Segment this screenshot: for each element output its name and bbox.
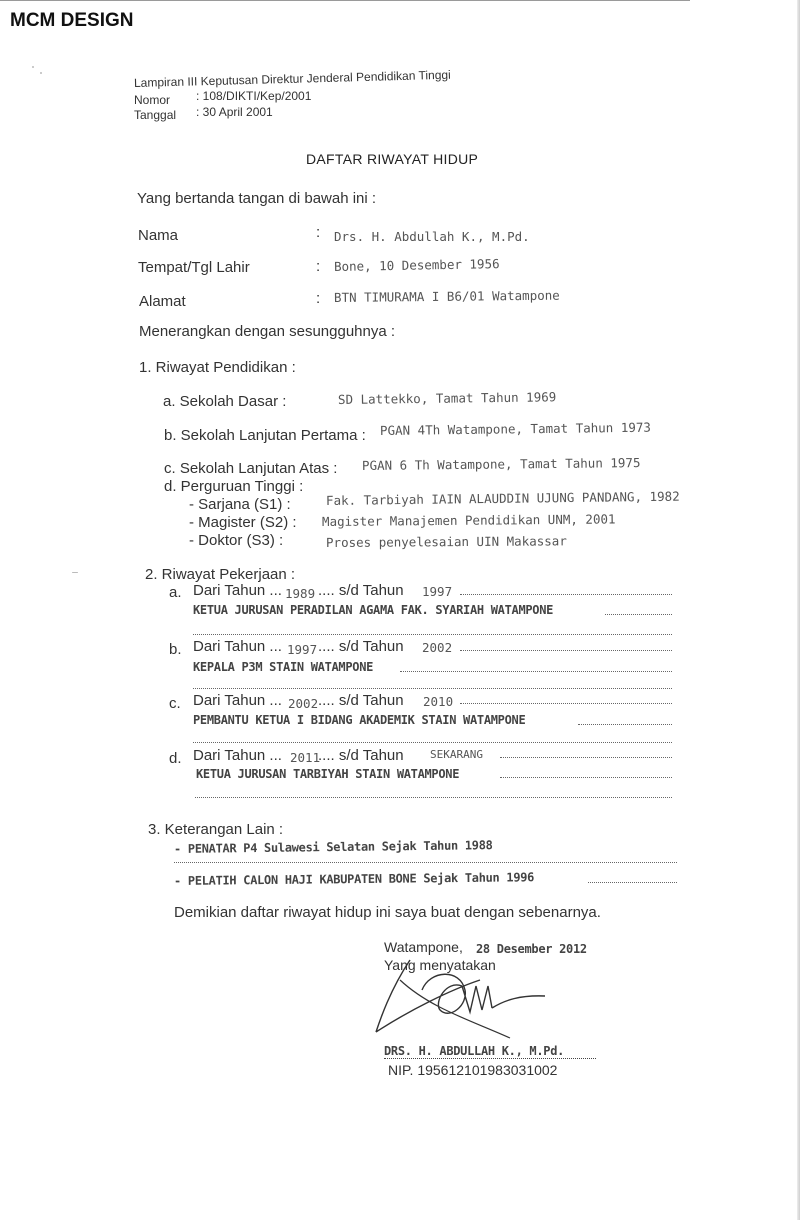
dotted-line [195,797,672,798]
nama-label: Nama [138,227,179,244]
job-description: KETUA JURUSAN TARBIYAH STAIN WATAMPONE [196,767,460,781]
from-year: 1997 [287,642,318,657]
job-description: KETUA JURUSAN PERADILAN AGAMA FAK. SYARIAH WATAMPONE [193,603,554,617]
dotted-line [588,882,677,883]
to-label: .... s/d Tahun [318,638,404,655]
pt-label: d. Perguruan Tinggi : [164,478,304,495]
item-letter: d. [169,750,182,767]
menerangkan-text: Menerangkan dengan sesungguhnya : [139,323,396,340]
intro-text: Yang bertanda tangan di bawah ini : [137,190,377,207]
closing-statement: Demikian daftar riwayat hidup ini saya buat dengan sebenarnya. [174,904,601,921]
ttl-label: Tempat/Tgl Lahir [138,259,250,276]
signatory-nip: NIP. 195612101983031002 [388,1062,558,1078]
header-nomor-value: : 108/DIKTI/Kep/2001 [196,89,312,103]
ttl-colon: : [316,258,321,275]
alamat-label: Alamat [139,293,186,310]
signatory-name: DRS. H. ABDULLAH K., M.Pd. [384,1044,565,1058]
signature-underline [384,1058,596,1059]
s1-value: Fak. Tarbiyah IAIN ALAUDDIN UJUNG PANDANG, 1982 [325,488,680,508]
sltp-label: b. Sekolah Lanjutan Pertama : [164,427,366,444]
ttl-value: Bone, 10 Desember 1956 [333,256,500,274]
signature-place: Watampone, [384,939,463,955]
pekerjaan-heading: 2. Riwayat Pekerjaan : [145,566,296,583]
header-tanggal-value: : 30 April 2001 [196,105,273,119]
keterangan-line-2: - PELATIH CALON HAJI KABUPATEN BONE Sejak Tahun 1996 [173,870,535,888]
header-nomor-label: Nomor [134,93,171,107]
nama-value: Drs. H. Abdullah K., M.Pd. [334,229,530,244]
s1-label: - Sarjana (S1) : [189,496,291,513]
scan-top-border [0,0,690,1]
s3-value: Proses penyelesaian UIN Makassar [325,533,567,550]
item-letter: a. [169,584,182,601]
dotted-line [460,594,672,595]
scan-speck [32,66,34,68]
sd-value: SD Lattekko, Tamat Tahun 1969 [337,389,557,407]
watermark: MCM DESIGN [10,10,134,31]
sd-label: a. Sekolah Dasar : [163,393,287,410]
dotted-line [578,724,672,725]
alamat-colon: : [316,290,321,307]
slta-label: c. Sekolah Lanjutan Atas : [164,460,338,477]
from-label: Dari Tahun ... [193,747,282,764]
to-year: 2002 [422,640,453,655]
keterangan-heading: 3. Keterangan Lain : [148,821,284,838]
to-label: .... s/d Tahun [318,692,404,709]
from-year: 1989 [285,586,316,601]
handwritten-signature [370,950,550,1040]
to-year: SEKARANG [430,748,483,761]
s2-label: - Magister (S2) : [189,514,297,531]
to-label: .... s/d Tahun [318,582,404,599]
from-label: Dari Tahun ... [193,638,282,655]
from-year: 2011 [290,750,321,765]
from-label: Dari Tahun ... [193,692,282,709]
job-description: PEMBANTU KETUA I BIDANG AKADEMIK STAIN WATAMPONE [193,713,526,727]
dotted-line [174,862,677,863]
header-tanggal-label: Tanggal [134,108,177,122]
dotted-line [460,650,672,651]
nama-colon: : [316,224,321,241]
dotted-line [193,688,672,689]
signature-date: 28 Desember 2012 [476,942,587,956]
dotted-line [605,614,672,615]
dotted-line [500,777,672,778]
dotted-line [193,634,672,635]
pendidikan-heading: 1. Riwayat Pendidikan : [139,359,296,376]
header-lampiran: Lampiran III Keputusan Direktur Jenderal Pendidikan Tinggi [133,67,451,90]
alamat-value: BTN TIMURAMA I B6/01 Watampone [333,287,560,305]
dotted-line [500,757,672,758]
scan-speck [72,572,78,573]
dotted-line [193,742,672,743]
scan-speck [40,72,42,74]
sltp-value: PGAN 4Th Watampone, Tamat Tahun 1973 [379,419,652,438]
dotted-line [400,671,672,672]
from-year: 2002 [288,696,319,711]
item-letter: b. [169,641,182,658]
signature-stated: Yang menyatakan [384,957,496,973]
dotted-line [460,703,672,704]
item-letter: c. [169,695,181,712]
to-year: 2010 [423,694,454,709]
to-label: .... s/d Tahun [318,747,404,764]
document-title: DAFTAR RIWAYAT HIDUP [306,151,479,167]
job-description: KEPALA P3M STAIN WATAMPONE [193,660,374,674]
from-label: Dari Tahun ... [193,582,282,599]
to-year: 1997 [422,584,453,599]
slta-value: PGAN 6 Th Watampone, Tamat Tahun 1975 [361,455,641,473]
s3-label: - Doktor (S3) : [189,532,284,549]
keterangan-line-1: - PENATAR P4 Sulawesi Selatan Sejak Tahun 1988 [173,838,493,856]
s2-value: Magister Manajemen Pendidikan UNM, 2001 [321,511,616,529]
